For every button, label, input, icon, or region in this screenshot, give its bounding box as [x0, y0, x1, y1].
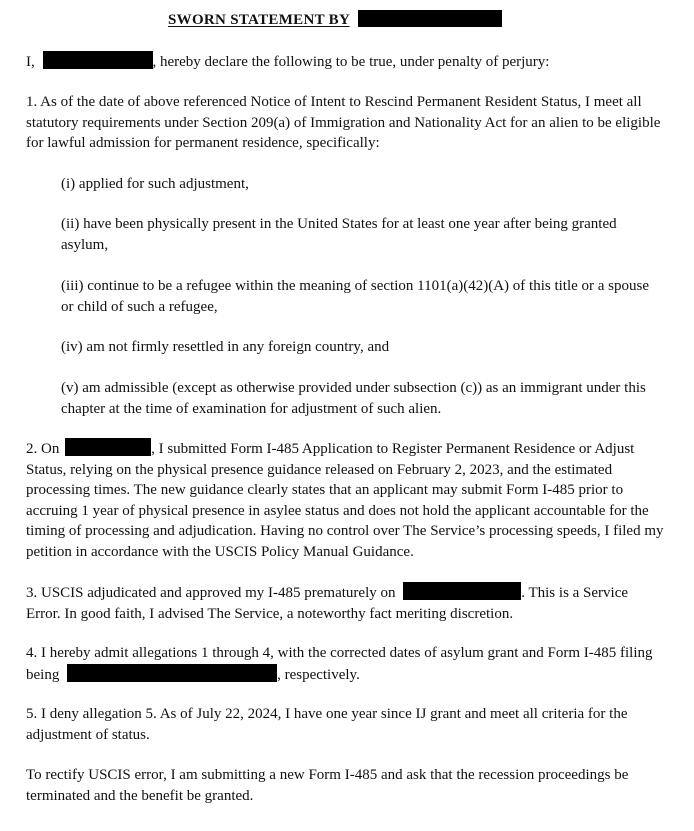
paragraph-2-suffix: , I submitted Form I-485 Application to Register Permanent Residence or Adjust Status, relying on the physical presence guidance released on February 2, 2023, and the estimated processing times. The new guidance clearly states that an applicant may submit Form I-485 prior to accruing 1 year of physical presence in asylee status and does not hold the applicant accountable for the timing of processing and adjudication. Having no control over The Service’s processing speeds, I filed my petition in accordance with the USCIS Policy Manual Guidance. [26, 441, 664, 560]
paragraph-5: 5. I deny allegation 5. As of July 22, 2024, I have one year since IJ grant and meet all criteria for the adjustment of status. [26, 706, 628, 743]
redacted-corrected-dates [67, 664, 277, 682]
declaration-suffix: , hereby declare the following to be true, under penalty of perjury: [152, 54, 550, 70]
eligibility-item-5: (v) am admissible (except as otherwise provided under subsection (c)) as an immigrant under this chapter at the time of examination for adjustment of such alien. [61, 380, 646, 417]
paragraph-3-prefix: 3. USCIS adjudicated and approved my I-485 prematurely on [26, 585, 396, 601]
paragraph-1: 1. As of the date of above referenced Notice of Intent to Rescind Permanent Resident Status, I meet all statutory requirements under Section 209(a) of Immigration and Nationality Act for an alien to be eligible for lawful admission for permanent residence, specifically: [26, 94, 661, 152]
paragraph-2-prefix: 2. On [26, 441, 60, 457]
paragraph-4 [26, 643, 666, 685]
paragraph-4-prefix: 4. I hereby admit allegations 1 through 4, with the corrected dates of asylum grant and Form I-485 filing being [26, 645, 653, 683]
redacted-filing-date [65, 438, 151, 456]
declaration-line [26, 51, 666, 73]
declaration-prefix: I, [26, 54, 35, 70]
title-text: SWORN STATEMENT BY [168, 12, 350, 28]
eligibility-item-1: (i) applied for such adjustment, [61, 176, 249, 192]
paragraph-3 [26, 582, 666, 624]
paragraph-3-suffix: . This is a Service Error. In good faith, I advised The Service, a noteworthy fact meriting discretion. [26, 585, 629, 622]
redacted-declarant-name [43, 51, 153, 69]
redacted-name-title [358, 10, 502, 27]
eligibility-item-2: (ii) have been physically present in the United States for at least one year after being granted asylum, [61, 216, 617, 253]
eligibility-item-4: (iv) am not firmly resettled in any foreign country, and [61, 339, 390, 355]
redacted-approval-date [403, 582, 521, 600]
document-title [168, 10, 502, 30]
paragraph-4-suffix: , respectively. [277, 666, 360, 683]
closing-paragraph: To rectify USCIS error, I am submitting a new Form I-485 and ask that the recession proceedings be terminated and the benefit be granted. [26, 767, 629, 804]
paragraph-2 [26, 438, 666, 563]
eligibility-item-3: (iii) continue to be a refugee within the meaning of section 1101(a)(42)(A) of this title or a spouse or child of such a refugee, [61, 278, 650, 315]
